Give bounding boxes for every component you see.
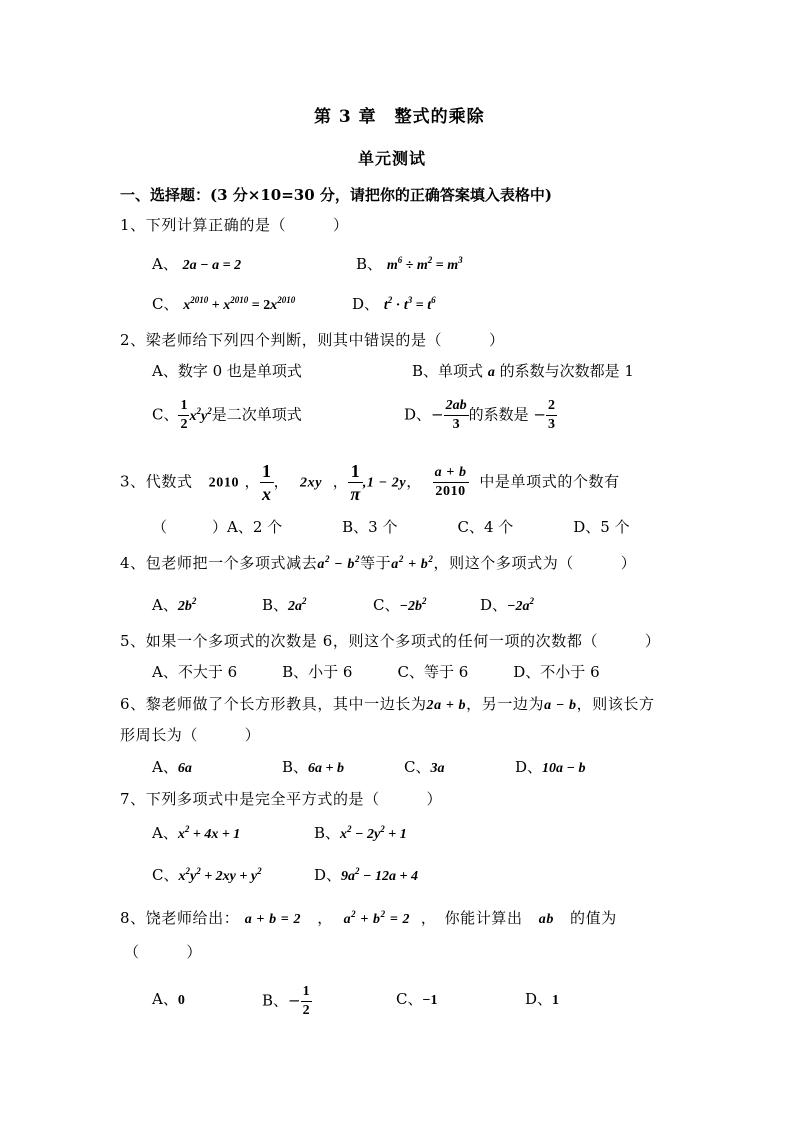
q1-option-c-label: C、	[152, 295, 179, 313]
q6-option-c: C、3a	[404, 758, 445, 776]
q2-stem: 2、梁老师给下列四个判断，则其中错误的是（ ）	[120, 331, 505, 349]
q2-option-d: D、− $\frac{2ab}{3}$ 的系数是 − $\frac{2}{3}$	[404, 398, 555, 432]
q8-option-c: C、−1	[396, 990, 438, 1008]
q3-options: （ ）A、2 个 B、3 个 C、4 个 D、5 个	[152, 518, 630, 536]
q8-option-b: B、− $\frac{1}{2}$	[262, 984, 310, 1018]
q3-stem: 3、代数式 2010 ， $\frac{1}{x}$ ， 2xy ， $\frac{1}{\pi}$ ,1 − 2y， $\frac{a + b}{2010}$ 中是单项式的个数有	[120, 461, 620, 504]
q8-stem-line2: （ ）	[124, 943, 203, 961]
section-heading: 一、选择题：(3 分×10=30 分，请把你的正确答案填入表格中)	[120, 186, 552, 204]
page-subtitle: 单元测试	[358, 149, 427, 168]
q5-options: A、不大于 6 B、小于 6 C、等于 6 D、不小于 6	[152, 663, 600, 681]
q2-option-a: A、数字 0 也是单项式	[152, 362, 302, 380]
q1-option-b	[356, 257, 463, 273]
q6-option-a: A、6a	[152, 758, 192, 776]
q1-option-d-label: D、	[352, 295, 380, 313]
q1-option-c	[152, 297, 295, 313]
q7-option-c: C、$x^2y^2 + 2xy + y^2$	[152, 866, 262, 884]
q5-stem: 5、如果一个多项式的次数是 6，则这个多项式的任何一项的次数都（ ）	[120, 632, 661, 650]
q1-option-a	[152, 257, 241, 273]
q8-option-a: A、0	[152, 990, 185, 1008]
q7-option-b: B、$x^2 - 2y^2 + 1$	[314, 824, 407, 842]
page-title: 第 3 章 整式的乘除	[314, 107, 485, 127]
q6-stem-line2: 形周长为（ ）	[120, 726, 261, 744]
q1-option-a-label: A、	[152, 255, 178, 273]
q6-option-d: D、10a − b	[515, 758, 586, 776]
q6-option-b: B、6a + b	[282, 758, 345, 776]
q7-stem: 7、下列多项式中是完全平方式的是（ ）	[120, 790, 443, 808]
q1-option-d-expr: $t^2 \cdot t^3 = t^6$	[383, 295, 436, 313]
q1-stem: 1、下列计算正确的是（ ）	[120, 216, 349, 234]
q4-option-c: C、$-2b^2$	[373, 596, 427, 614]
q1-option-b-label: B、	[356, 255, 383, 273]
q8-stem: 8、饶老师给出： a + b = 2 ， $a^2 + b^2 = 2$ ， 你能计算出 ab 的值为	[120, 909, 617, 927]
q4-option-d: D、$-2a^2$	[480, 596, 535, 614]
q1-option-a-expr: 2a − a = 2	[182, 258, 242, 273]
q8-option-d: D、1	[525, 990, 560, 1008]
q2-option-c: C、 $\frac{1}{2}$ $x^2y^2$是二次单项式	[152, 398, 302, 432]
q7-option-d: D、$9a^2 - 12a + 4$	[314, 866, 418, 884]
q1-option-c-expr: $x^{2010} + x^{2010} = 2x^{2010}$	[183, 295, 296, 313]
q4-stem: 4、包老师把一个多项式减去$a^2 - b^2$等于$a^2 + b^2$，则这个多项式为（ ）	[120, 554, 637, 572]
q4-option-a: A、$2b^2$	[152, 596, 197, 614]
q2-option-b: B、单项式 a 的系数与次数都是 1	[412, 362, 634, 380]
q4-option-b: B、$2a^2$	[262, 596, 307, 614]
q6-stem: 6、黎老师做了个长方形教具，其中一边长为2a + b，另一边为a − b，则该长方	[120, 695, 655, 713]
q7-option-a: A、$x^2 + 4x + 1$	[152, 824, 241, 842]
q1-option-d	[352, 297, 436, 313]
q1-option-b-expr: $m^6 \div m^2 = m^3$	[386, 255, 463, 273]
